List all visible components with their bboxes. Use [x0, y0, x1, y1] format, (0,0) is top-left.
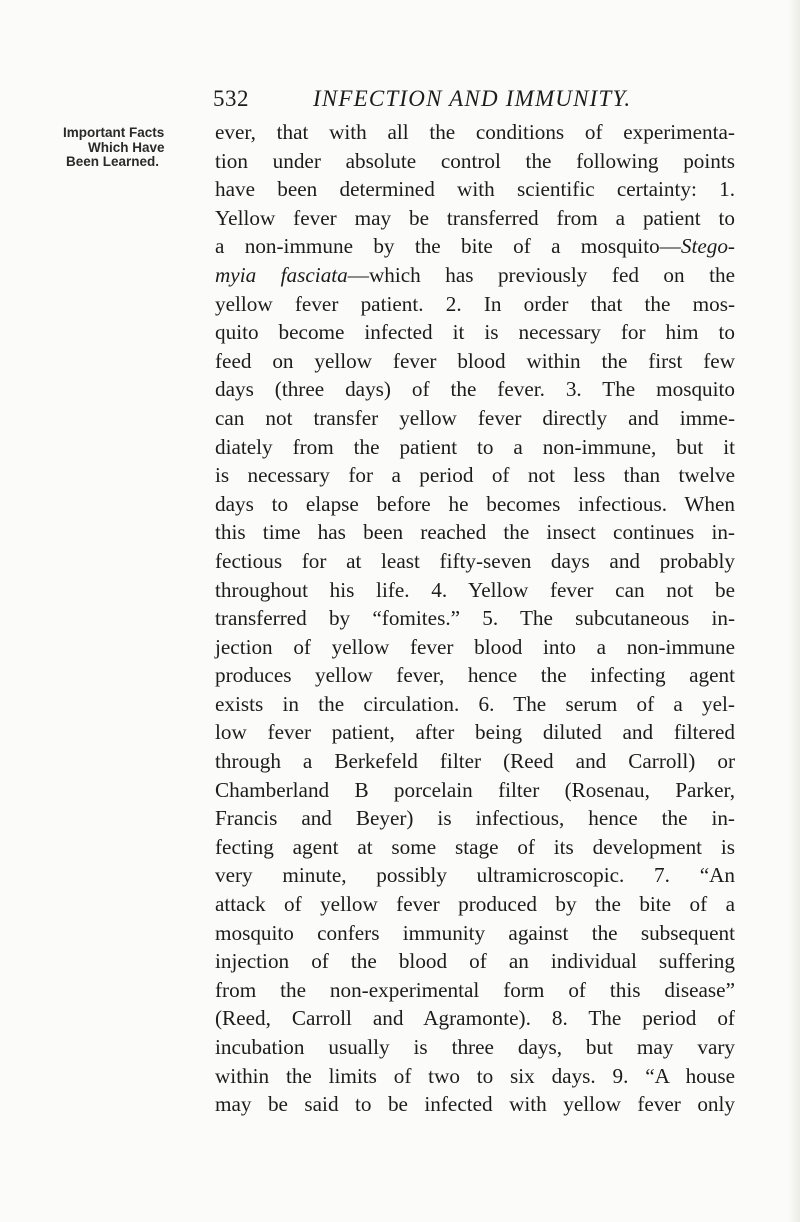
body-line: have been determined with scientific certainty: 1.	[215, 177, 735, 202]
body-text	[215, 118, 735, 1119]
body-line: diately from the patient to a non-immune, but it	[215, 434, 735, 459]
body-line: from the non-experimental form of this disease”	[215, 977, 735, 1002]
body-line-italic-species: myia fasciata—which has previously fed on the	[215, 262, 735, 287]
body-line-italic-species: a non-immune by the bite of a mosquito—Stego-	[215, 234, 735, 259]
body-line: this time has been reached the insect continues in-	[215, 520, 735, 545]
body-line: ever, that with all the conditions of experimenta-	[215, 120, 735, 144]
body-line: jection of yellow fever blood into a non-immune	[215, 634, 735, 659]
body-line: very minute, possibly ultramicroscopic. 7. “An	[215, 863, 735, 888]
body-line: throughout his life. 4. Yellow fever can not be	[215, 577, 735, 602]
body-line: can not transfer yellow fever directly and imme-	[215, 405, 735, 430]
page-edge-shadow	[788, 0, 800, 1222]
body-line: low fever patient, after being diluted and filtered	[215, 720, 735, 745]
page-number: 532	[213, 86, 249, 111]
body-line: yellow fever patient. 2. In order that the mos-	[215, 291, 735, 316]
margin-note-line: Which Have	[88, 139, 165, 155]
body-line: exists in the circulation. 6. The serum of a yel-	[215, 691, 735, 716]
running-head: INFECTION AND IMMUNITY.	[313, 86, 632, 111]
species-name-part: myia fasciata	[215, 262, 348, 287]
body-line: is necessary for a period of not less than twelve	[215, 463, 735, 488]
margin-note-line: Important Facts	[63, 125, 165, 140]
body-line: within the limits of two to six days. 9. “A house	[215, 1063, 735, 1088]
margin-note	[63, 126, 211, 170]
body-line: days to elapse before he becomes infectious. When	[215, 491, 735, 516]
body-line: may be said to be infected with yellow fever only	[215, 1092, 735, 1117]
body-line: feed on yellow fever blood within the first few	[215, 348, 735, 373]
body-line: through a Berkefeld filter (Reed and Carroll) or	[215, 749, 735, 774]
body-line: quito become infected it is necessary for him to	[215, 320, 735, 345]
body-line: tion under absolute control the following points	[215, 148, 735, 173]
body-line: fecting agent at some stage of its development is	[215, 834, 735, 859]
body-line: Yellow fever may be transferred from a patient to	[215, 205, 735, 230]
body-line: Chamberland B porcelain filter (Rosenau, Parker,	[215, 777, 735, 802]
margin-note-line: Been Learned.	[66, 154, 160, 169]
body-line: injection of the blood of an individual suffering	[215, 949, 735, 974]
body-line: (Reed, Carroll and Agramonte). 8. The period of	[215, 1006, 735, 1031]
body-line: fectious for at least fifty-seven days and probably	[215, 548, 735, 573]
body-line: incubation usually is three days, but may vary	[215, 1035, 735, 1059]
body-line: mosquito confers immunity against the subsequent	[215, 920, 735, 945]
body-line: produces yellow fever, hence the infecting agent	[215, 663, 735, 688]
body-line: days (three days) of the fever. 3. The mosquito	[215, 377, 735, 402]
species-name-part: Stego-	[680, 234, 735, 259]
body-line: attack of yellow fever produced by the bite of a	[215, 892, 735, 917]
body-line: Francis and Beyer) is infectious, hence the in-	[215, 806, 735, 831]
body-line: transferred by “fomites.” 5. The subcutaneous in-	[215, 606, 735, 631]
